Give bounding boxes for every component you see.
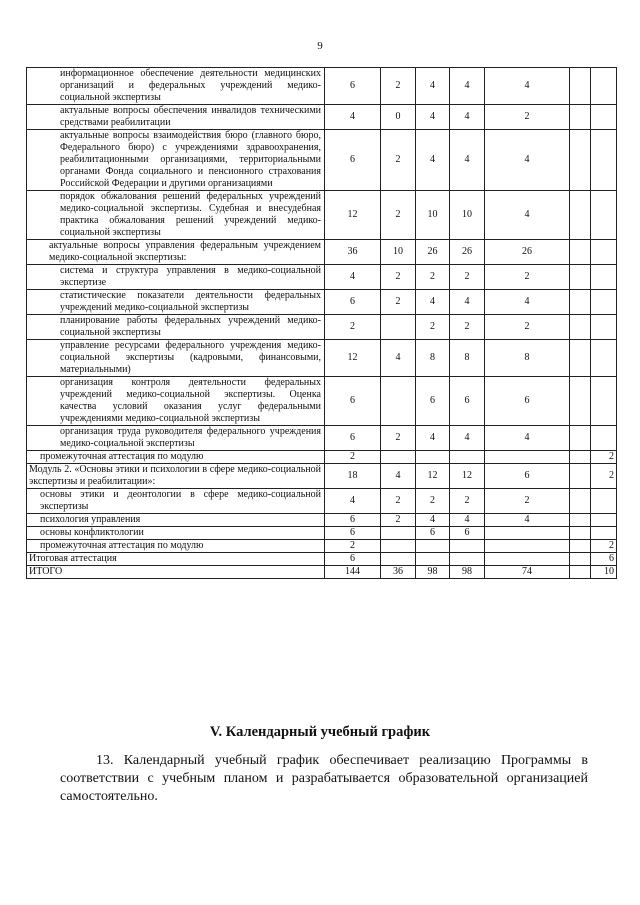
table-row xyxy=(27,105,617,130)
row-value-4: 4 xyxy=(450,68,485,105)
row-title: основы этики и деонтологии в сфере медико-социальной экспертизы xyxy=(27,489,325,514)
row-title: информационное обеспечение деятельности медицинских организаций и федеральных учреждений медико-социальной экспертизы xyxy=(27,68,325,105)
row-value-4: 4 xyxy=(450,426,485,451)
row-value-5 xyxy=(485,527,570,540)
row-value-2 xyxy=(381,377,416,426)
table-row xyxy=(27,240,617,265)
table-row xyxy=(27,514,617,527)
row-value-1: 6 xyxy=(325,130,381,191)
row-value-3: 2 xyxy=(416,265,450,290)
row-value-7: 2 xyxy=(591,540,617,553)
row-value-2 xyxy=(381,540,416,553)
row-value-6 xyxy=(570,464,591,489)
table-row xyxy=(27,191,617,240)
row-value-6 xyxy=(570,265,591,290)
row-value-4: 2 xyxy=(450,489,485,514)
row-value-7 xyxy=(591,68,617,105)
row-title: психология управления xyxy=(27,514,325,527)
table-row xyxy=(27,489,617,514)
row-value-1: 6 xyxy=(325,68,381,105)
row-value-1: 36 xyxy=(325,240,381,265)
row-value-2: 2 xyxy=(381,265,416,290)
row-value-5: 6 xyxy=(485,377,570,426)
row-title: система и структура управления в медико-социальной экспертизе xyxy=(27,265,325,290)
row-value-7: 10 xyxy=(591,566,617,579)
table-row xyxy=(27,464,617,489)
row-value-4: 2 xyxy=(450,265,485,290)
row-value-4: 8 xyxy=(450,340,485,377)
row-value-3: 98 xyxy=(416,566,450,579)
row-value-1: 2 xyxy=(325,315,381,340)
row-title: ИТОГО xyxy=(27,566,325,579)
page-number: 9 xyxy=(317,40,323,52)
row-value-2: 2 xyxy=(381,68,416,105)
row-value-2: 2 xyxy=(381,191,416,240)
row-value-3: 6 xyxy=(416,377,450,426)
row-value-7 xyxy=(591,240,617,265)
row-value-6 xyxy=(570,426,591,451)
row-title: управление ресурсами федерального учреждения медико-социальной экспертизы (кадровыми, финансовыми, материальными) xyxy=(27,340,325,377)
row-title: Модуль 2. «Основы этики и психологии в сфере медико-социальной экспертизы и реабилитации»: xyxy=(27,464,325,489)
row-title: промежуточная аттестация по модулю xyxy=(27,540,325,553)
section-heading: V. Календарный учебный график xyxy=(209,724,431,740)
row-value-7 xyxy=(591,105,617,130)
row-value-4: 6 xyxy=(450,527,485,540)
row-value-7: 2 xyxy=(591,464,617,489)
row-value-2 xyxy=(381,315,416,340)
row-value-6 xyxy=(570,315,591,340)
table-row xyxy=(27,451,617,464)
row-value-3: 26 xyxy=(416,240,450,265)
row-value-5: 4 xyxy=(485,68,570,105)
row-value-6 xyxy=(570,514,591,527)
row-value-5: 4 xyxy=(485,191,570,240)
row-value-3: 2 xyxy=(416,489,450,514)
row-value-5: 2 xyxy=(485,489,570,514)
row-value-6 xyxy=(570,566,591,579)
row-value-3: 4 xyxy=(416,68,450,105)
row-title: промежуточная аттестация по модулю xyxy=(27,451,325,464)
row-title: актуальные вопросы взаимодействия бюро (главного бюро, Федерального бюро) с учреждениями здравоохранения, реабилитационными организациями, территориальными органами Фонда социального и пенсионного страхования Российской Федерации и другими организациями xyxy=(27,130,325,191)
row-value-1: 6 xyxy=(325,514,381,527)
row-value-5: 6 xyxy=(485,464,570,489)
row-value-2: 2 xyxy=(381,130,416,191)
row-value-6 xyxy=(570,340,591,377)
row-value-7 xyxy=(591,340,617,377)
row-value-1: 12 xyxy=(325,191,381,240)
row-title: организация труда руководителя федерального учреждения медико-социальной экспертизы xyxy=(27,426,325,451)
row-value-3: 10 xyxy=(416,191,450,240)
row-value-1: 2 xyxy=(325,451,381,464)
row-value-6 xyxy=(570,290,591,315)
row-value-1: 6 xyxy=(325,290,381,315)
row-value-7 xyxy=(591,527,617,540)
row-value-5: 26 xyxy=(485,240,570,265)
row-value-5: 2 xyxy=(485,315,570,340)
row-value-4: 98 xyxy=(450,566,485,579)
row-value-4: 4 xyxy=(450,105,485,130)
row-value-1: 4 xyxy=(325,105,381,130)
row-value-6 xyxy=(570,540,591,553)
row-value-6 xyxy=(570,105,591,130)
row-value-3 xyxy=(416,451,450,464)
row-value-7 xyxy=(591,426,617,451)
curriculum-table xyxy=(26,67,617,579)
row-value-2: 2 xyxy=(381,290,416,315)
row-value-3: 8 xyxy=(416,340,450,377)
row-value-6 xyxy=(570,240,591,265)
row-value-5: 74 xyxy=(485,566,570,579)
row-title: статистические показатели деятельности федеральных учреждений медико-социальной экспертизы xyxy=(27,290,325,315)
row-title: актуальные вопросы управления федеральным учреждением медико-социальной экспертизы: xyxy=(27,240,325,265)
row-value-2: 4 xyxy=(381,340,416,377)
row-value-2 xyxy=(381,553,416,566)
row-value-5 xyxy=(485,451,570,464)
row-title: порядок обжалования решений федеральных учреждений медико-социальной экспертизы. Судебная и внесудебная практика обжалования решений учреждений медико-социальной экспертизы xyxy=(27,191,325,240)
row-value-3: 6 xyxy=(416,527,450,540)
row-value-5: 4 xyxy=(485,130,570,191)
row-value-6 xyxy=(570,377,591,426)
row-value-7 xyxy=(591,377,617,426)
row-value-1: 12 xyxy=(325,340,381,377)
row-value-7 xyxy=(591,265,617,290)
row-value-3 xyxy=(416,553,450,566)
row-value-7 xyxy=(591,514,617,527)
row-value-6 xyxy=(570,553,591,566)
row-value-2: 0 xyxy=(381,105,416,130)
row-value-6 xyxy=(570,191,591,240)
row-value-7: 6 xyxy=(591,553,617,566)
row-value-6 xyxy=(570,130,591,191)
row-value-7 xyxy=(591,290,617,315)
row-value-4: 4 xyxy=(450,514,485,527)
row-value-5: 2 xyxy=(485,105,570,130)
row-value-5: 4 xyxy=(485,514,570,527)
table-row xyxy=(27,377,617,426)
table-row xyxy=(27,315,617,340)
row-value-5: 8 xyxy=(485,340,570,377)
table-row xyxy=(27,540,617,553)
row-value-2: 2 xyxy=(381,514,416,527)
row-value-5: 4 xyxy=(485,426,570,451)
table-row xyxy=(27,553,617,566)
row-value-4: 12 xyxy=(450,464,485,489)
body-paragraph: 13. Календарный учебный график обеспечивает реализацию Программы в соответствии с учебным планом и разрабатывается образовательной организацией самостоятельно. xyxy=(60,753,588,804)
table-row xyxy=(27,340,617,377)
row-value-4: 4 xyxy=(450,130,485,191)
row-value-4: 2 xyxy=(450,315,485,340)
row-value-3: 4 xyxy=(416,426,450,451)
row-value-4: 4 xyxy=(450,290,485,315)
row-value-1: 2 xyxy=(325,540,381,553)
row-title: основы конфликтологии xyxy=(27,527,325,540)
row-value-1: 4 xyxy=(325,489,381,514)
row-value-3: 4 xyxy=(416,514,450,527)
row-value-1: 6 xyxy=(325,553,381,566)
row-value-7: 2 xyxy=(591,451,617,464)
table-row xyxy=(27,566,617,579)
row-value-6 xyxy=(570,68,591,105)
table-row xyxy=(27,130,617,191)
row-value-2: 2 xyxy=(381,426,416,451)
row-value-1: 4 xyxy=(325,265,381,290)
row-value-1: 6 xyxy=(325,426,381,451)
row-value-3: 4 xyxy=(416,105,450,130)
row-value-1: 6 xyxy=(325,377,381,426)
row-value-2 xyxy=(381,451,416,464)
row-value-5: 2 xyxy=(485,265,570,290)
row-value-2: 36 xyxy=(381,566,416,579)
row-value-2: 2 xyxy=(381,489,416,514)
row-title: Итоговая аттестация xyxy=(27,553,325,566)
row-value-7 xyxy=(591,191,617,240)
row-value-4 xyxy=(450,540,485,553)
row-value-6 xyxy=(570,527,591,540)
row-value-1: 144 xyxy=(325,566,381,579)
row-value-6 xyxy=(570,489,591,514)
row-value-1: 6 xyxy=(325,527,381,540)
row-value-3: 4 xyxy=(416,290,450,315)
row-title: организация контроля деятельности федеральных учреждений медико-социальной экспертизы. Оценка качества условий оказания услуг федеральными учреждениями медико-социальной экспертизы xyxy=(27,377,325,426)
row-value-4 xyxy=(450,553,485,566)
row-value-4: 10 xyxy=(450,191,485,240)
row-value-3 xyxy=(416,540,450,553)
row-title: планирование работы федеральных учреждений медико-социальной экспертизы xyxy=(27,315,325,340)
row-value-7 xyxy=(591,489,617,514)
row-value-3: 2 xyxy=(416,315,450,340)
row-value-7 xyxy=(591,315,617,340)
row-value-5: 4 xyxy=(485,290,570,315)
row-value-4 xyxy=(450,451,485,464)
row-value-5 xyxy=(485,553,570,566)
table-row xyxy=(27,290,617,315)
row-value-4: 6 xyxy=(450,377,485,426)
table-row xyxy=(27,265,617,290)
row-value-6 xyxy=(570,451,591,464)
row-value-2: 10 xyxy=(381,240,416,265)
row-value-2: 4 xyxy=(381,464,416,489)
curriculum-table-body xyxy=(27,68,617,579)
table-row xyxy=(27,68,617,105)
row-value-1: 18 xyxy=(325,464,381,489)
row-value-7 xyxy=(591,130,617,191)
row-title: актуальные вопросы обеспечения инвалидов техническими средствами реабилитации xyxy=(27,105,325,130)
row-value-5 xyxy=(485,540,570,553)
row-value-2 xyxy=(381,527,416,540)
row-value-3: 12 xyxy=(416,464,450,489)
table-row xyxy=(27,426,617,451)
row-value-4: 26 xyxy=(450,240,485,265)
table-row xyxy=(27,527,617,540)
row-value-3: 4 xyxy=(416,130,450,191)
